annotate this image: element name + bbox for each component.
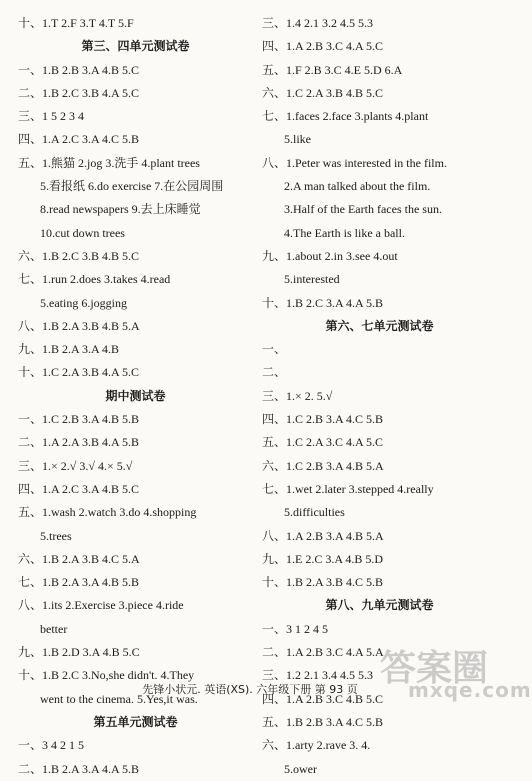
section-heading: 第五单元测试卷 (93, 714, 178, 729)
answer-line: 一、3 4 2 1 5 (18, 738, 85, 753)
left-column (18, 12, 253, 781)
answer-line: went to the cinema. 5.Yes,it was. (40, 691, 198, 706)
answer-line: 10.cut down trees (40, 225, 125, 240)
answer-line: 五、1.C 2.A 3.C 4.A 5.C (262, 435, 384, 450)
answer-line: 5.trees (40, 528, 72, 543)
answer-line: 七、1.faces 2.face 3.plants 4.plant (262, 109, 429, 124)
right-column (262, 12, 497, 781)
section-heading: 第八、九单元测试卷 (325, 598, 434, 613)
answer-line: 一、1.B 2.B 3.A 4.B 5.C (18, 62, 140, 77)
answer-line: 一、 (262, 342, 287, 357)
answer-line: 十、1.T 2.F 3.T 4.T 5.F (18, 16, 134, 30)
answer-line: 三、1.4 2.1 3.2 4.5 5.3 (262, 16, 374, 30)
answer-line: 四、1.A 2.B 3.C 4.A 5.C (262, 39, 384, 54)
answer-line: 十、1.B 2.C 3.A 4.A 5.B (262, 295, 384, 310)
answer-line: 十、1.C 2.A 3.B 4.A 5.C (18, 365, 140, 380)
answer-line: 二、1.B 2.C 3.B 4.A 5.C (18, 85, 140, 100)
answer-line: 六、1.C 2.A 3.B 4.B 5.C (262, 85, 384, 100)
answer-line: 六、1.B 2.C 3.B 4.B 5.C (18, 248, 140, 263)
answer-line: 8.read newspapers 9.去上床睡觉 (40, 202, 201, 217)
answer-line: 四、1.A 2.C 3.A 4.B 5.C (18, 481, 140, 496)
section-heading: 第六、七单元测试卷 (325, 318, 434, 333)
answer-line: 十、1.B 2.C 3.No,she didn't. 4.They (18, 668, 195, 683)
answer-line: 3.Half of the Earth faces the sun. (284, 202, 442, 217)
watermark-logo: 答案圈 (380, 648, 489, 689)
answer-line: 七、1.run 2.does 3.takes 4.read (18, 272, 171, 287)
answer-line: 一、1.C 2.B 3.A 4.B 5.B (18, 412, 140, 427)
answer-line: 六、1.B 2.A 3.B 4.C 5.A (18, 551, 140, 566)
answer-line: 三、1.× 2. 5.√ (262, 388, 333, 403)
answer-line: 五、1.F 2.B 3.C 4.E 5.D 6.A (262, 62, 403, 77)
watermark-url: mxqe.com (408, 678, 532, 702)
answer-line: 六、1.arty 2.rave 3. 4. (262, 738, 371, 753)
answer-line: 七、1.B 2.A 3.A 4.B 5.B (18, 575, 140, 590)
answer-line: 4.The Earth is like a ball. (284, 225, 405, 240)
answer-line: 九、1.E 2.C 3.A 4.B 5.D (262, 551, 384, 566)
answer-line: 5.eating 6.jogging (40, 295, 127, 310)
answer-line: 八、1.B 2.A 3.B 4.B 5.A (18, 318, 140, 333)
answer-line: 2.A man talked about the film. (284, 179, 431, 194)
answer-line: 六、1.C 2.B 3.A 4.B 5.A (262, 458, 384, 473)
answer-line: 五、1.熊猫 2.jog 3.洗手 4.plant trees (18, 155, 200, 170)
answer-line: 九、1.B 2.D 3.A 4.B 5.C (18, 645, 140, 660)
answer-line: 八、1.Peter was interested in the film. (262, 155, 447, 170)
answer-line: 三、1.2 2.1 3.4 4.5 5.3 (262, 668, 374, 683)
answer-line: 5.difficulties (284, 505, 345, 520)
answer-line: 5.like (284, 132, 311, 147)
answer-line: 四、1.C 2.B 3.A 4.C 5.B (262, 412, 384, 427)
answer-line: 四、1.A 2.C 3.A 4.C 5.B (18, 132, 140, 147)
page-footer: 先锋小状元. 英语(XS). 六年级下册 第 93 页 (142, 683, 358, 696)
answer-line: 5.看报纸 6.do exercise 7.在公园周围 (40, 179, 224, 194)
answer-line: 三、1.× 2.√ 3.√ 4.× 5.√ (18, 458, 133, 473)
answer-line: 十、1.B 2.A 3.B 4.C 5.B (262, 575, 384, 590)
answer-line: 五、1.wash 2.watch 3.do 4.shopping (18, 505, 197, 520)
answer-line: 九、1.B 2.A 3.A 4.B (18, 342, 120, 357)
answer-line: 七、1.wet 2.later 3.stepped 4.really (262, 481, 434, 496)
answer-line: 二、 (262, 365, 287, 380)
answer-line: 五、1.B 2.B 3.A 4.C 5.B (262, 714, 384, 729)
answer-line: 八、1.its 2.Exercise 3.piece 4.ride (18, 598, 184, 613)
answer-line: 二、1.B 2.A 3.A 4.A 5.B (18, 761, 140, 776)
answer-line: 四、1.A 2.B 3.C 4.B 5.C (262, 691, 384, 706)
answer-line: 二、1.A 2.A 3.B 4.A 5.B (18, 435, 140, 450)
answer-line: better (40, 621, 68, 636)
section-heading: 第三、四单元测试卷 (81, 39, 190, 54)
section-heading: 期中测试卷 (105, 388, 166, 403)
answer-line: 三、1 5 2 3 4 (18, 109, 85, 124)
answer-line: 5.ower (284, 761, 317, 776)
answer-line: 5.interested (284, 272, 340, 287)
answer-line: 九、1.about 2.in 3.see 4.out (262, 248, 398, 263)
answer-line: 二、1.A 2.B 3.C 4.A 5.A (262, 645, 384, 660)
answer-line: 八、1.A 2.B 3.A 4.B 5.A (262, 528, 384, 543)
answer-line: 一、3 1 2 4 5 (262, 621, 329, 636)
